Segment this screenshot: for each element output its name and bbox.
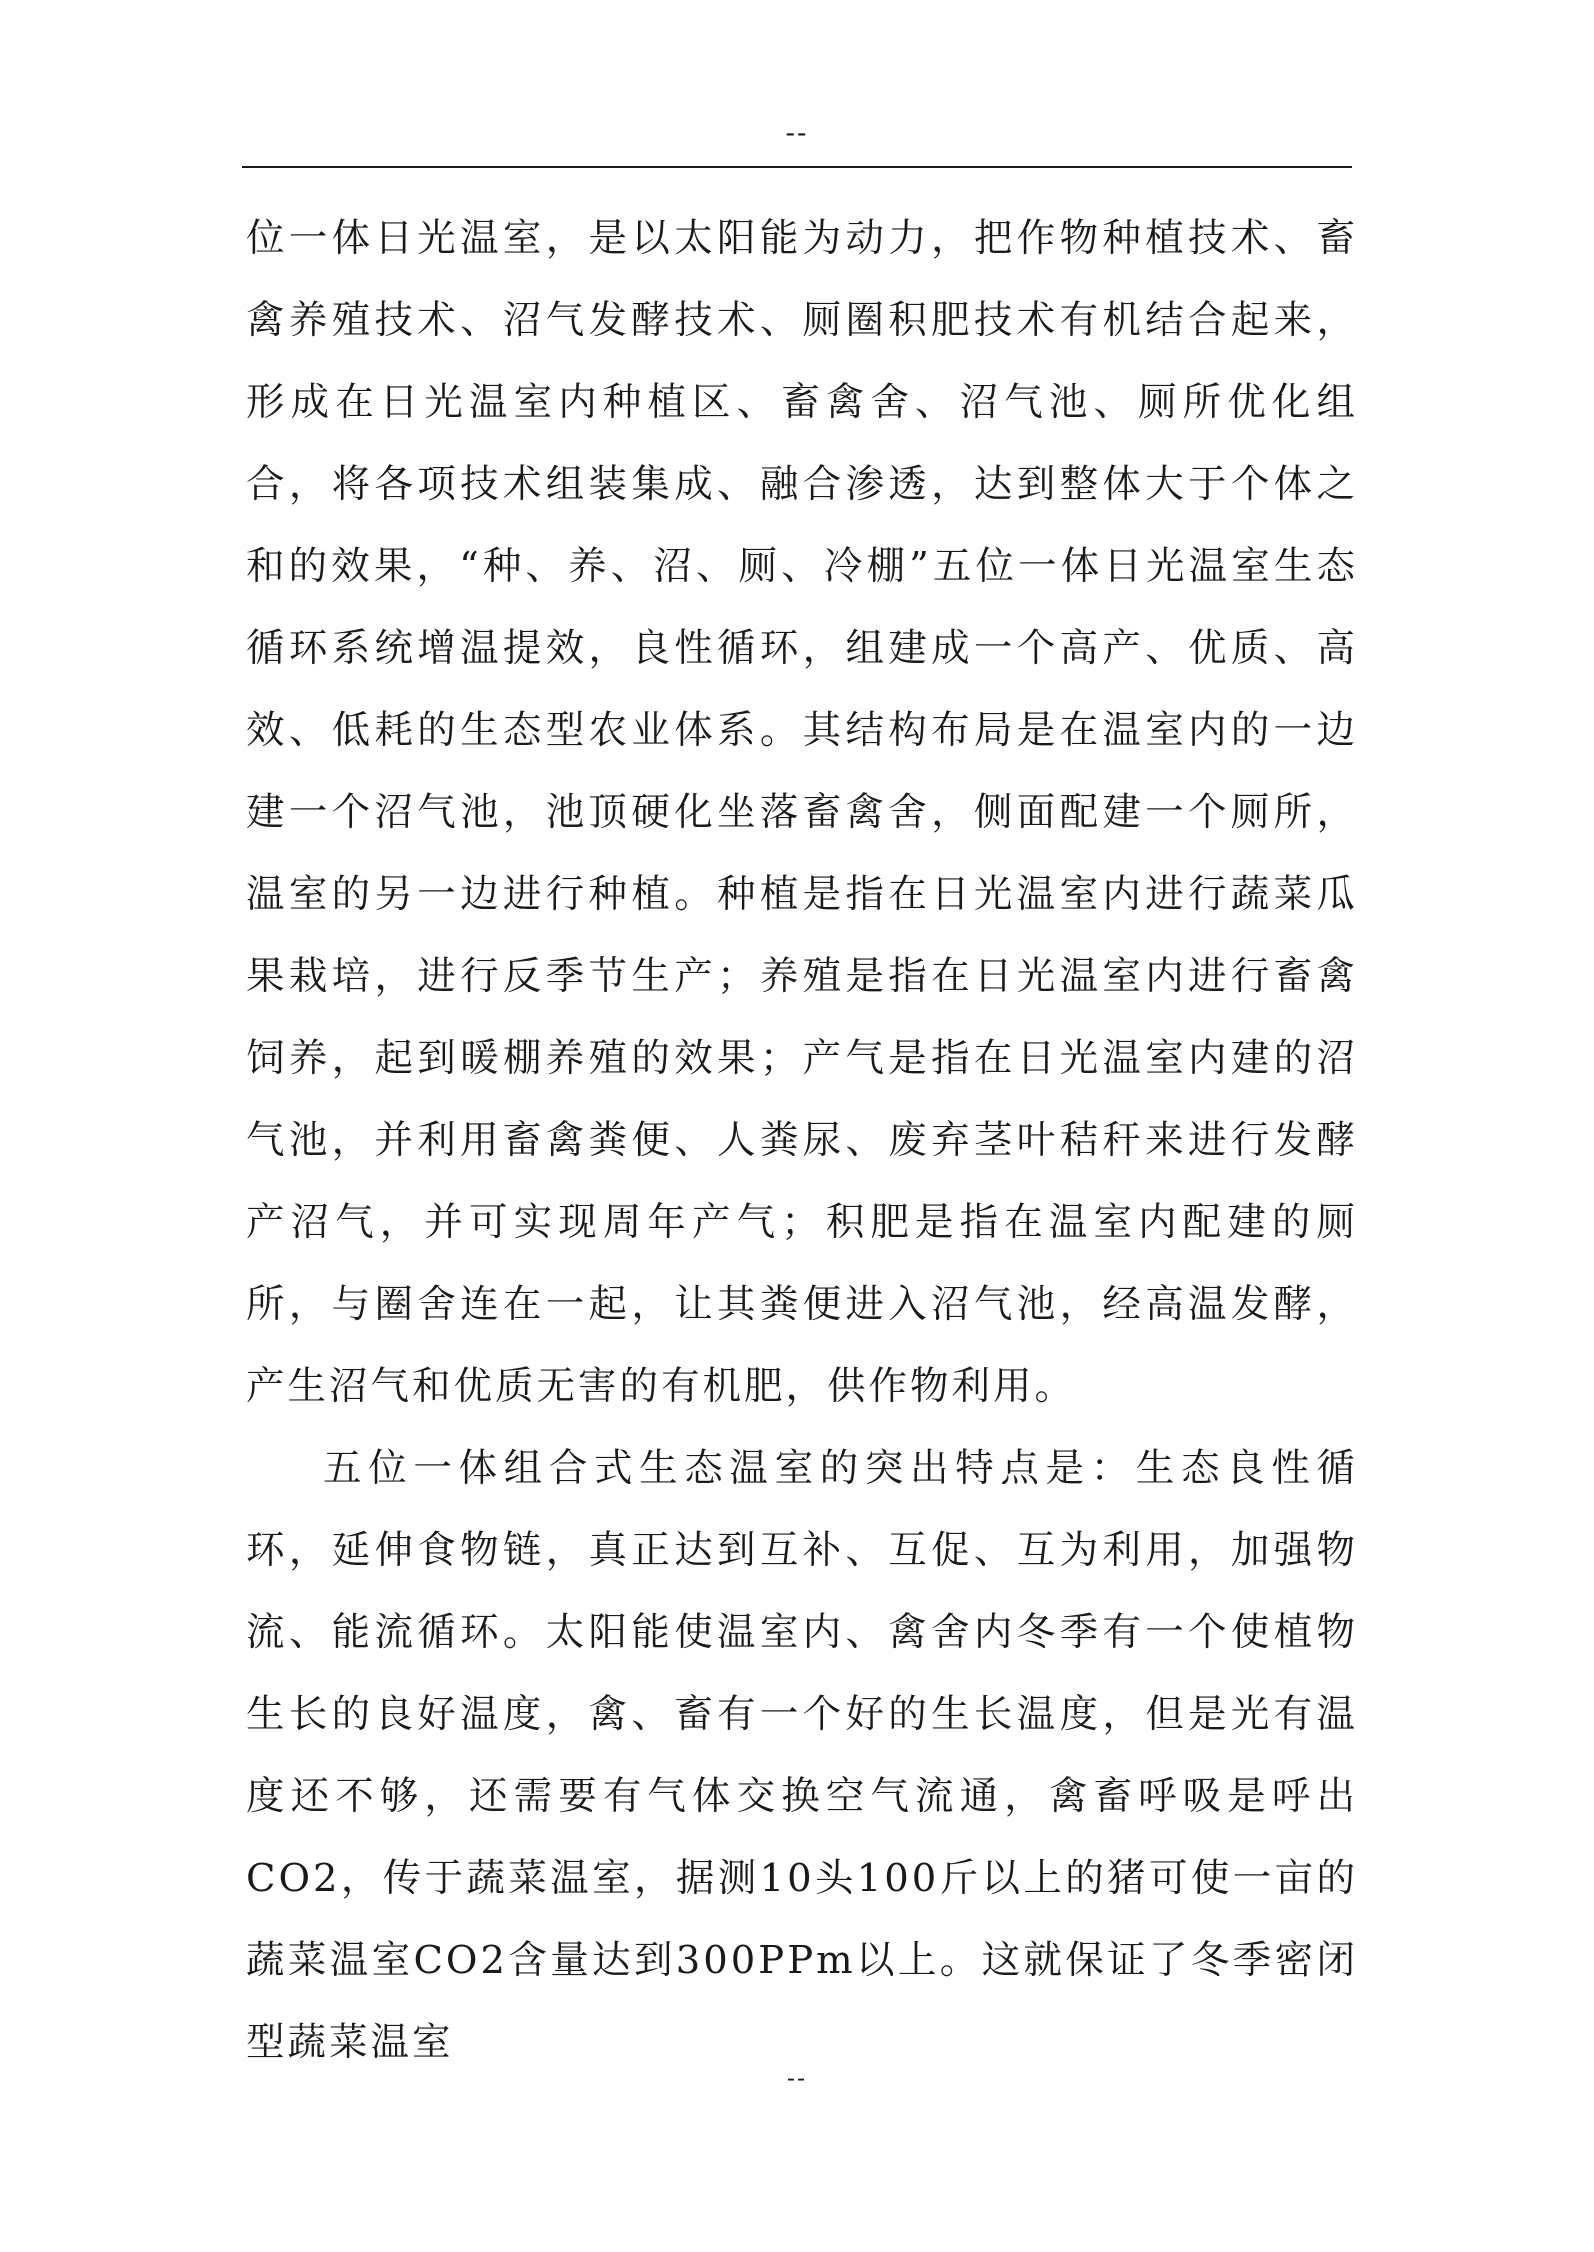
body-text <box>246 198 1358 2084</box>
header-rule <box>242 166 1352 168</box>
page-footer-mark: -- <box>786 2064 808 2092</box>
paragraph-features: 五位一体组合式生态温室的突出特点是：生态良性循环，延伸食物链，真正达到互补、互促、互为利用，加强物流、能流循环。太阳能使温室内、禽舍内冬季有一个使植物生长的良好温度，禽、畜有一个好的生长温度，但是光有温度还不够，还需要有气体交换空气流通，禽畜呼吸是呼出CO2，传于蔬菜温室，据测10头100斤以上的猪可使一亩的蔬菜温室CO2含量达到300PPm以上。这就保证了冬季密闭型蔬菜温室 <box>246 1446 1358 2065</box>
paragraph-continued: 位一体日光温室，是以太阳能为动力，把作物种植技术、畜禽养殖技术、沼气发酵技术、厕圈积肥技术有机结合起来，形成在日光温室内种植区、畜禽舍、沼气池、厕所优化组合，将各项技术组装集成、融合渗透，达到整体大于个体之和的效果，“种、养、沼、厕、冷棚”五位一体日光温室生态循环系统增温提效，良性循环，组建成一个高产、优质、高效、低耗的生态型农业体系。其结构布局是在温室内的一边建一个沼气池，池顶硬化坐落畜禽舍，侧面配建一个厕所，温室的另一边进行种植。种植是指在日光温室内进行蔬菜瓜果栽培，进行反季节生产；养殖是指在日光温室内进行畜禽饲养，起到暖棚养殖的效果；产气是指在日光温室内建的沼气池，并利用畜禽粪便、人粪尿、废弃茎叶秸秆来进行发酵产沼气，并可实现周年产气；积肥是指在温室内配建的厕所，与圈舍连在一起，让其粪便进入沼气池，经高温发酵，产生沼气和优质无害的有机肥，供作物利用。 <box>246 216 1358 1409</box>
page-header-mark: -- <box>785 116 809 149</box>
